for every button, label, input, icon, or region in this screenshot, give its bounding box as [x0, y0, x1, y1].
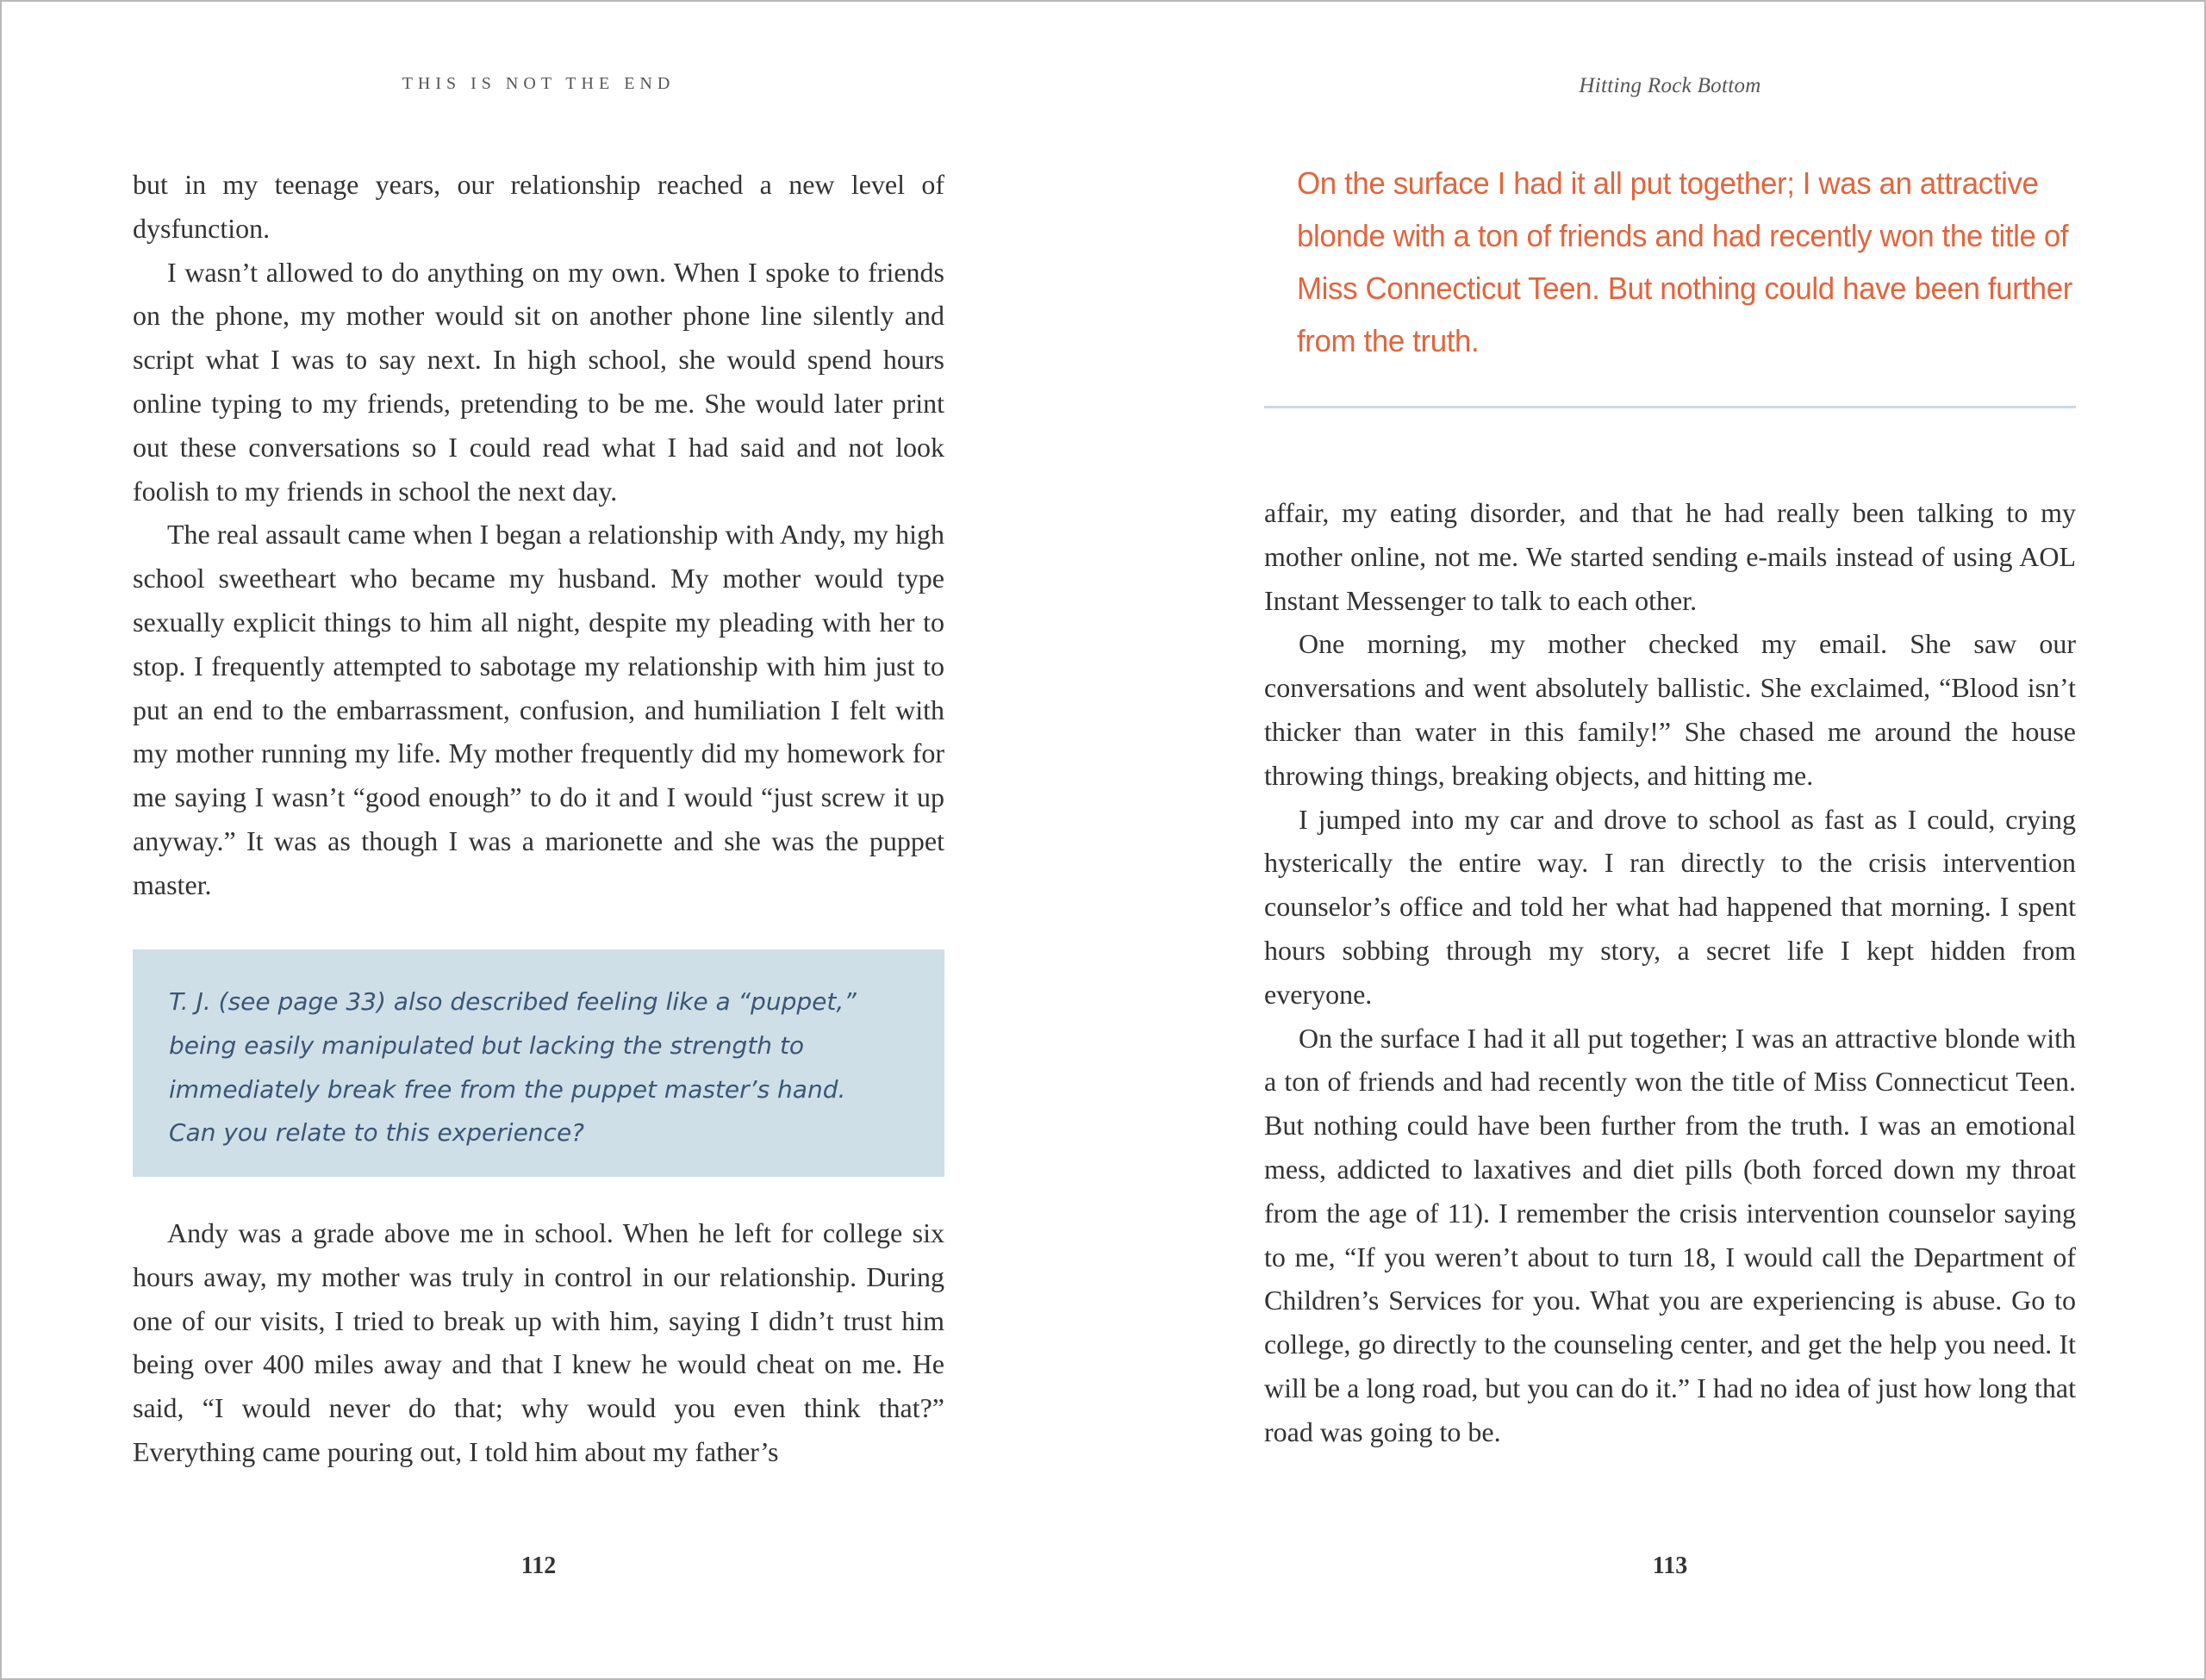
paragraph: Andy was a grade above me in school. When he left for college six hours away, my mother was truly in control in our relationship. During one of our visits, I tried to break up with him, saying I didn’t trust him being over 400 miles away and that I knew he would cheat on me. He said, “I would never do that; why would you even think that?” Everything came pouring out, I told him about my father’s [133, 1217, 944, 1467]
paragraph: I wasn’t allowed to do anything on my own. When I spoke to friends on the phone, my mother would sit on another phone line silently and script what I was to say next. In high school, she would spend hours online typing to my friends, pretending to be me. She would later print out these conversations so I could read what I had said and not look foolish to my friends in school the next day. [133, 256, 944, 507]
left-page [133, 2, 944, 1680]
pull-quote-line: On the surface I had it all put together; I was an attractive [1297, 165, 2039, 201]
pull-quote-line: blonde with a ton of friends and had recently won the title of [1297, 218, 2069, 253]
right-text [1264, 491, 2076, 1454]
paragraph: The real assault came when I began a relationship with Andy, my high school sweetheart who became my husband. My mother would type sexually explicit things to him all night, despite my pleading with her to stop. I frequently attempted to sabotage my relationship with him just to put an end to the embarrassment, confusion, and humiliation I felt with my mother running my life. My mother frequently did my homework for me saying I wasn’t “good enough” to do it and I would “just screw it up anyway.” It was as though I was a marionette and she was the puppet master. [133, 519, 944, 900]
paragraph: but in my teenage years, our relationship reached a new level of dysfunction. [133, 169, 944, 244]
running-head-left: THIS IS NOT THE END [402, 74, 676, 93]
pull-quote-line: from the truth. [1297, 323, 1480, 358]
pull-quote [1297, 157, 2072, 367]
callout-line: Can you relate to this experience? [169, 1118, 585, 1148]
paragraph: On the surface I had it all put together; I was an attractive blonde with a ton of friends and had recently won the title of Miss Connecticut Teen. But nothing could have been further from the truth. I was an emotional mess, addicted to laxatives and diet pills (both forced down my throat from the age of 11). I remember the crisis intervention counselor saying to me, “If you weren’t about to turn 18, I would call the Department of Children’s Services for you. What you are experiencing is abuse. Go to college, go directly to the counseling center, and get the help you need. It will be a long road, but you can do it.” I had no idea of just how long that road was going to be. [1264, 1022, 2076, 1447]
page-number-left: 112 [520, 1552, 557, 1579]
callout-line: being easily manipulated but lacking the strength to [169, 1030, 805, 1060]
pull-quote-line: Miss Connecticut Teen. But nothing could have been further [1297, 271, 2072, 306]
running-head-right: Hitting Rock Bottom [1579, 74, 1761, 97]
page-number-right: 113 [1652, 1552, 1688, 1579]
callout-line: T. J. (see page 33) also described feeling like a “puppet,” [169, 987, 857, 1016]
right-page [1264, 2, 2076, 1680]
callout-line: immediately break free from the puppet master’s hand. [169, 1074, 846, 1104]
divider-rule [1264, 406, 2076, 408]
paragraph: One morning, my mother checked my email. She saw our conversations and went absolutely ballistic. She exclaimed, “Blood isn’t thicker than water in this family!” She chased me around the house throwing things, breaking objects, and hitting me. [1264, 628, 2076, 791]
reflection-callout [133, 949, 944, 1177]
paragraph: affair, my eating disorder, and that he had really been talking to my mother online, not me. We started sending e-mails instead of using AOL Instant Messenger to talk to each other. [1264, 497, 2076, 616]
left-text-bottom [133, 1211, 944, 1474]
paragraph: I jumped into my car and drove to school as fast as I could, crying hysterically the entire way. I ran directly to the crisis intervention counselor’s office and told her what had happened that morning. I spent hours sobbing through my story, a secret life I kept hidden from everyone. [1264, 803, 2076, 1010]
left-text-top [133, 163, 944, 907]
